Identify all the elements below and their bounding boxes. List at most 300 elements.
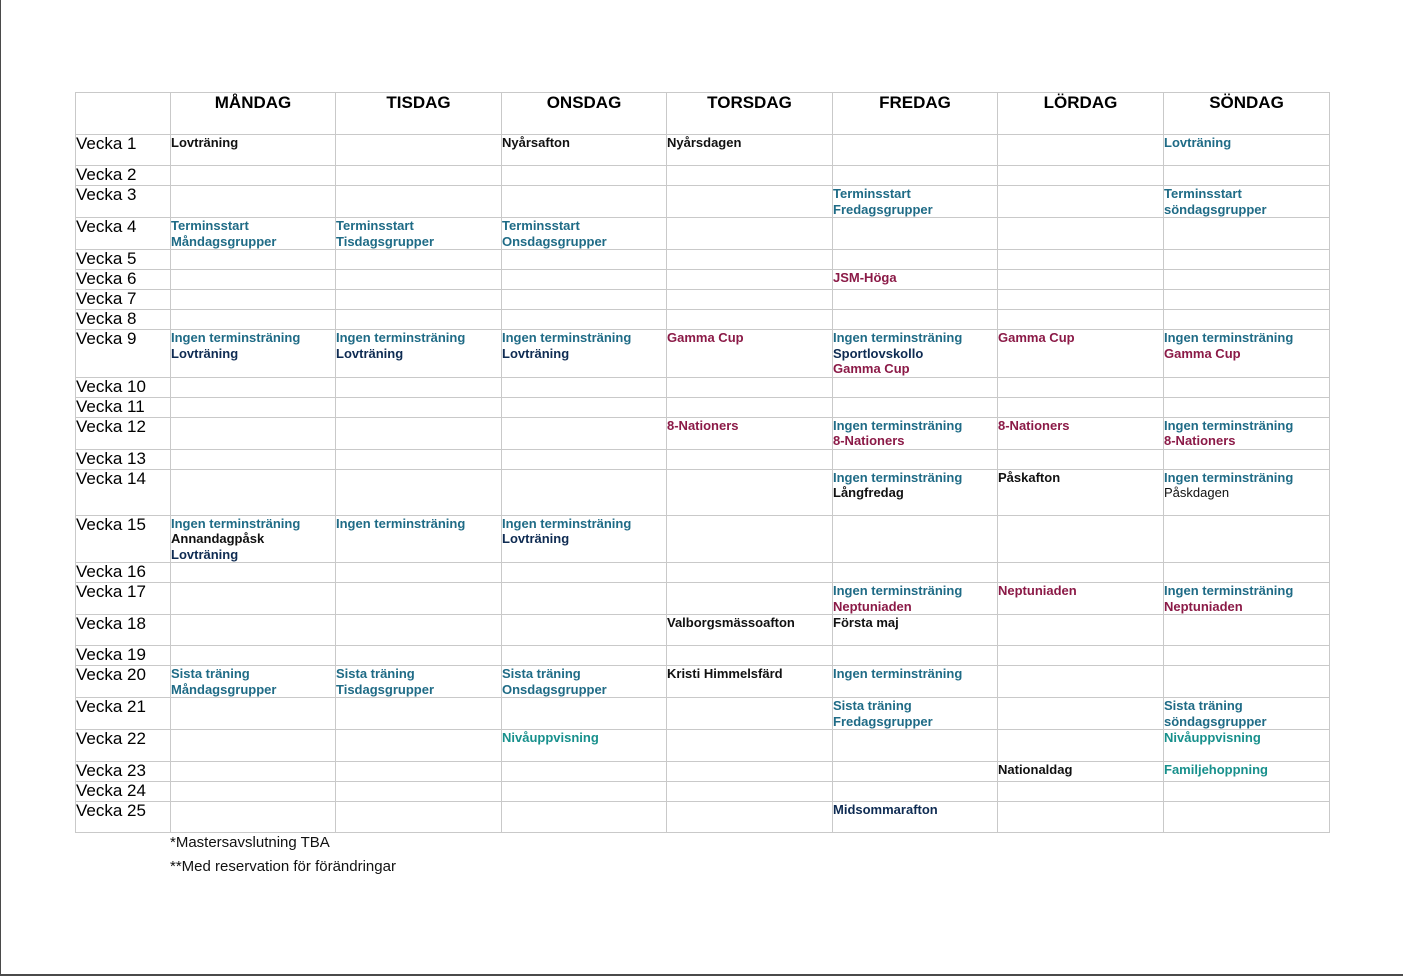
event-entry: Påskdagen — [1164, 485, 1230, 500]
week-label: Vecka 6 — [76, 270, 171, 290]
event-entry: Lovträning — [171, 135, 239, 150]
day-cell — [998, 802, 1164, 833]
day-cell — [502, 449, 667, 469]
week-label: Vecka 5 — [76, 250, 171, 270]
day-cell — [1164, 330, 1330, 378]
event-entry: 8-Nationers — [833, 433, 905, 448]
event-entry: Sista träning — [502, 666, 581, 681]
day-cell — [1164, 218, 1330, 250]
day-cell — [667, 762, 833, 782]
day-cell — [833, 330, 998, 378]
week-label: Vecka 25 — [76, 802, 171, 833]
day-cell — [336, 802, 502, 833]
footnote-reservation: **Med reservation för förändringar — [170, 858, 396, 875]
day-cell — [833, 218, 998, 250]
day-cell — [998, 762, 1164, 782]
event-entry: Terminsstart — [502, 218, 580, 233]
day-cell — [833, 310, 998, 330]
week-row — [76, 802, 1330, 833]
week-label: Vecka 18 — [76, 615, 171, 646]
event-entry: 8-Nationers — [667, 417, 739, 433]
day-cell — [171, 417, 336, 449]
week-row — [76, 377, 1330, 397]
day-cell — [998, 583, 1164, 615]
week-row — [76, 646, 1330, 666]
day-cell — [667, 166, 833, 186]
day-cell — [833, 802, 998, 833]
day-cell — [667, 802, 833, 833]
week-row — [76, 250, 1330, 270]
day-cell — [1164, 449, 1330, 469]
day-cell — [667, 563, 833, 583]
day-cell — [502, 218, 667, 250]
day-cell — [833, 449, 998, 469]
event-entry: Ingen terminsträning — [1164, 583, 1294, 598]
week-row — [76, 449, 1330, 469]
week-row — [76, 762, 1330, 782]
event-entry: Neptuniaden — [1164, 598, 1243, 614]
day-cell — [1164, 802, 1330, 833]
week-row — [76, 563, 1330, 583]
week-row — [76, 730, 1330, 762]
week-label: Vecka 21 — [76, 698, 171, 730]
day-cell — [833, 762, 998, 782]
event-entry: Ingen terminsträning — [171, 515, 301, 531]
event-entry: Tisdagsgrupper — [336, 233, 435, 249]
event-entry: Terminsstart — [336, 218, 414, 233]
footnotes — [170, 831, 396, 879]
day-cell — [998, 666, 1164, 698]
day-cell — [667, 615, 833, 646]
event-entry: Lovträning — [336, 345, 404, 361]
week-row — [76, 666, 1330, 698]
week-label: Vecka 4 — [76, 218, 171, 250]
day-cell — [171, 646, 336, 666]
day-cell — [502, 563, 667, 583]
day-cell — [336, 449, 502, 469]
week-label: Vecka 7 — [76, 290, 171, 310]
event-entry: Terminsstart — [171, 218, 249, 233]
day-cell — [171, 270, 336, 290]
day-cell — [1164, 698, 1330, 730]
event-entry: Sista träning — [171, 666, 250, 681]
day-cell — [336, 469, 502, 515]
day-cell — [502, 330, 667, 378]
event-entry: Onsdagsgrupper — [502, 233, 607, 249]
day-cell — [171, 377, 336, 397]
day-cell — [502, 762, 667, 782]
day-cell — [1164, 563, 1330, 583]
event-entry: Sista träning — [833, 698, 912, 713]
event-entry: Tisdagsgrupper — [336, 681, 435, 697]
day-cell — [336, 417, 502, 449]
event-entry: Ingen terminsträning — [833, 666, 963, 681]
day-cell — [171, 782, 336, 802]
day-cell — [998, 330, 1164, 378]
event-entry: Terminsstart — [1164, 186, 1242, 201]
day-cell — [998, 218, 1164, 250]
day-cell — [171, 515, 336, 563]
week-label: Vecka 17 — [76, 583, 171, 615]
day-cell — [171, 135, 336, 166]
day-cell — [998, 377, 1164, 397]
day-cell — [336, 646, 502, 666]
week-label: Vecka 22 — [76, 730, 171, 762]
day-cell — [336, 583, 502, 615]
event-entry: Ingen terminsträning — [833, 330, 963, 345]
week-row — [76, 270, 1330, 290]
event-entry: Nivåuppvisning — [502, 730, 599, 745]
day-cell — [667, 135, 833, 166]
week-row — [76, 469, 1330, 515]
day-cell — [502, 397, 667, 417]
event-entry: Neptuniaden — [833, 598, 912, 614]
day-cell — [1164, 646, 1330, 666]
event-entry: Gamma Cup — [667, 330, 744, 345]
event-entry: Lovträning — [502, 531, 570, 546]
day-cell — [502, 583, 667, 615]
day-cell — [667, 186, 833, 218]
event-entry: Långfredag — [833, 485, 904, 500]
day-cell — [667, 666, 833, 698]
week-label: Vecka 13 — [76, 449, 171, 469]
week-label: Vecka 23 — [76, 762, 171, 782]
day-cell — [998, 397, 1164, 417]
day-cell — [667, 270, 833, 290]
day-cell — [667, 730, 833, 762]
day-cell — [502, 186, 667, 218]
day-cell — [667, 377, 833, 397]
event-entry: Nyårsafton — [502, 135, 570, 150]
day-cell — [998, 310, 1164, 330]
event-entry: Lovträning — [502, 345, 570, 361]
day-cell — [1164, 469, 1330, 515]
day-cell — [502, 377, 667, 397]
day-cell — [998, 250, 1164, 270]
day-cell — [833, 782, 998, 802]
event-entry: Ingen terminsträning — [833, 583, 963, 598]
footnote-masters: *Mastersavslutning TBA — [170, 834, 330, 851]
day-cell — [1164, 377, 1330, 397]
event-entry: Lovträning — [171, 345, 239, 361]
day-cell — [667, 218, 833, 250]
day-cell — [502, 290, 667, 310]
day-cell — [1164, 397, 1330, 417]
day-cell — [998, 563, 1164, 583]
day-cell — [833, 135, 998, 166]
day-cell — [833, 666, 998, 698]
week-label: Vecka 16 — [76, 563, 171, 583]
event-entry: Måndagsgrupper — [171, 681, 277, 697]
day-cell — [171, 802, 336, 833]
day-cell — [336, 515, 502, 563]
week-row — [76, 135, 1330, 166]
day-cell — [336, 270, 502, 290]
day-cell — [336, 666, 502, 698]
event-entry: Ingen terminsträning — [336, 330, 466, 345]
event-entry: Onsdagsgrupper — [502, 681, 607, 697]
page-edge-left — [0, 0, 1, 976]
day-cell — [998, 417, 1164, 449]
week-row — [76, 218, 1330, 250]
event-entry: Neptuniaden — [998, 583, 1077, 598]
day-cell — [1164, 515, 1330, 563]
schedule-body — [76, 135, 1330, 833]
week-label: Vecka 19 — [76, 646, 171, 666]
day-cell — [998, 615, 1164, 646]
event-entry: Sportlovskollo — [833, 345, 924, 361]
day-cell — [998, 186, 1164, 218]
day-cell — [336, 218, 502, 250]
day-cell — [667, 583, 833, 615]
event-entry: Lovträning — [171, 546, 239, 562]
day-cell — [1164, 310, 1330, 330]
day-cell — [833, 397, 998, 417]
day-cell — [667, 330, 833, 378]
week-label: Vecka 24 — [76, 782, 171, 802]
week-row — [76, 782, 1330, 802]
week-row — [76, 310, 1330, 330]
day-cell — [998, 730, 1164, 762]
day-cell — [1164, 782, 1330, 802]
day-cell — [833, 166, 998, 186]
event-entry: Ingen terminsträning — [336, 515, 466, 531]
day-cell — [1164, 666, 1330, 698]
day-cell — [1164, 270, 1330, 290]
day-cell — [336, 730, 502, 762]
event-entry: Valborgsmässoafton — [667, 615, 795, 630]
week-row — [76, 290, 1330, 310]
day-cell — [171, 186, 336, 218]
day-cell — [667, 397, 833, 417]
day-cell — [998, 449, 1164, 469]
event-entry: Ingen terminsträning — [1164, 417, 1294, 433]
day-cell — [998, 290, 1164, 310]
week-row — [76, 698, 1330, 730]
day-cell — [667, 698, 833, 730]
day-cell — [833, 583, 998, 615]
week-row — [76, 166, 1330, 186]
day-cell — [171, 330, 336, 378]
day-cell — [833, 698, 998, 730]
day-cell — [171, 563, 336, 583]
day-cell — [998, 166, 1164, 186]
event-entry: Midsommarafton — [833, 802, 938, 817]
day-cell — [833, 646, 998, 666]
day-cell — [502, 730, 667, 762]
day-cell — [171, 397, 336, 417]
week-row — [76, 417, 1330, 449]
day-cell — [336, 762, 502, 782]
day-cell — [1164, 583, 1330, 615]
week-label: Vecka 14 — [76, 469, 171, 515]
day-cell — [833, 563, 998, 583]
day-cell — [1164, 730, 1330, 762]
event-entry: Ingen terminsträning — [171, 330, 301, 345]
day-cell — [667, 449, 833, 469]
day-cell — [1164, 135, 1330, 166]
day-cell — [171, 583, 336, 615]
event-entry: Ingen terminsträning — [833, 417, 963, 433]
day-cell — [336, 397, 502, 417]
day-cell — [336, 135, 502, 166]
week-row — [76, 615, 1330, 646]
day-cell — [833, 515, 998, 563]
day-cell — [667, 646, 833, 666]
day-cell — [667, 469, 833, 515]
day-cell — [1164, 290, 1330, 310]
day-cell — [667, 250, 833, 270]
day-cell — [833, 417, 998, 449]
event-entry: Gamma Cup — [998, 330, 1075, 345]
event-entry: 8-Nationers — [998, 417, 1070, 433]
event-entry: Terminsstart — [833, 186, 911, 201]
week-row — [76, 583, 1330, 615]
day-cell — [502, 270, 667, 290]
day-cell — [171, 310, 336, 330]
day-cell — [667, 515, 833, 563]
day-header-lordag: LÖRDAG — [998, 93, 1164, 135]
week-row — [76, 397, 1330, 417]
day-cell — [502, 666, 667, 698]
day-cell — [667, 782, 833, 802]
day-cell — [171, 666, 336, 698]
day-cell — [336, 250, 502, 270]
event-entry: Sista träning — [336, 666, 415, 681]
day-cell — [336, 330, 502, 378]
week-row — [76, 515, 1330, 563]
day-cell — [171, 290, 336, 310]
event-entry: söndagsgrupper — [1164, 713, 1267, 729]
day-cell — [833, 615, 998, 646]
day-cell — [502, 469, 667, 515]
day-cell — [1164, 615, 1330, 646]
day-cell — [336, 186, 502, 218]
day-cell — [998, 646, 1164, 666]
day-cell — [502, 782, 667, 802]
day-cell — [1164, 166, 1330, 186]
event-entry: Kristi Himmelsfärd — [667, 666, 783, 681]
day-header-fredag: FREDAG — [833, 93, 998, 135]
corner-cell — [76, 93, 171, 135]
day-cell — [502, 417, 667, 449]
day-cell — [502, 135, 667, 166]
event-entry: Nivåuppvisning — [1164, 730, 1261, 745]
day-cell — [833, 377, 998, 397]
day-cell — [833, 270, 998, 290]
event-entry: Annandagpåsk — [171, 531, 265, 546]
day-cell — [171, 615, 336, 646]
event-entry: Ingen terminsträning — [833, 469, 963, 485]
week-row — [76, 186, 1330, 218]
day-cell — [502, 615, 667, 646]
day-cell — [171, 762, 336, 782]
day-cell — [667, 310, 833, 330]
day-cell — [336, 290, 502, 310]
event-entry: Måndagsgrupper — [171, 233, 277, 249]
day-cell — [336, 310, 502, 330]
event-entry: Lovträning — [1164, 135, 1232, 150]
day-cell — [833, 730, 998, 762]
day-cell — [502, 515, 667, 563]
day-header-torsdag: TORSDAG — [667, 93, 833, 135]
day-cell — [502, 802, 667, 833]
event-entry: Sista träning — [1164, 698, 1243, 713]
day-header-sondag: SÖNDAG — [1164, 93, 1330, 135]
day-cell — [833, 250, 998, 270]
day-cell — [833, 290, 998, 310]
event-entry: Ingen terminsträning — [1164, 330, 1294, 345]
week-label: Vecka 20 — [76, 666, 171, 698]
event-entry: Ingen terminsträning — [502, 330, 632, 345]
day-cell — [336, 782, 502, 802]
day-cell — [336, 615, 502, 646]
event-entry: Fredagsgrupper — [833, 201, 933, 217]
day-cell — [998, 469, 1164, 515]
week-label: Vecka 11 — [76, 397, 171, 417]
day-cell — [998, 782, 1164, 802]
event-entry: 8-Nationers — [1164, 433, 1236, 448]
day-cell — [171, 469, 336, 515]
day-cell — [998, 515, 1164, 563]
day-cell — [502, 646, 667, 666]
event-entry: Nyårsdagen — [667, 135, 742, 150]
day-cell — [1164, 417, 1330, 449]
event-entry: Familjehoppning — [1164, 762, 1268, 777]
week-label: Vecka 12 — [76, 417, 171, 449]
event-entry: JSM-Höga — [833, 270, 897, 285]
day-cell — [336, 563, 502, 583]
day-cell — [998, 270, 1164, 290]
day-cell — [833, 186, 998, 218]
day-cell — [1164, 186, 1330, 218]
event-entry: söndagsgrupper — [1164, 201, 1267, 217]
day-cell — [336, 166, 502, 186]
week-row — [76, 330, 1330, 378]
event-entry: Nationaldag — [998, 762, 1073, 777]
day-cell — [171, 698, 336, 730]
day-cell — [171, 166, 336, 186]
day-header-onsdag: ONSDAG — [502, 93, 667, 135]
day-cell — [502, 698, 667, 730]
day-cell — [998, 135, 1164, 166]
day-cell — [667, 290, 833, 310]
day-cell — [171, 730, 336, 762]
day-cell — [998, 698, 1164, 730]
day-header-tisdag: TISDAG — [336, 93, 502, 135]
event-entry: Gamma Cup — [833, 361, 910, 376]
week-label: Vecka 2 — [76, 166, 171, 186]
week-label: Vecka 9 — [76, 330, 171, 378]
day-cell — [833, 469, 998, 515]
week-label: Vecka 10 — [76, 377, 171, 397]
header-row — [76, 93, 1330, 135]
event-entry: Gamma Cup — [1164, 345, 1241, 361]
day-cell — [171, 218, 336, 250]
week-label: Vecka 3 — [76, 186, 171, 218]
week-label: Vecka 1 — [76, 135, 171, 166]
day-cell — [171, 449, 336, 469]
day-cell — [502, 166, 667, 186]
event-entry: Påskafton — [998, 469, 1061, 485]
day-cell — [502, 250, 667, 270]
event-entry: Fredagsgrupper — [833, 713, 933, 729]
week-label: Vecka 8 — [76, 310, 171, 330]
day-cell — [336, 377, 502, 397]
day-cell — [336, 698, 502, 730]
event-entry: Ingen terminsträning — [502, 515, 632, 531]
schedule-table — [75, 92, 1330, 833]
